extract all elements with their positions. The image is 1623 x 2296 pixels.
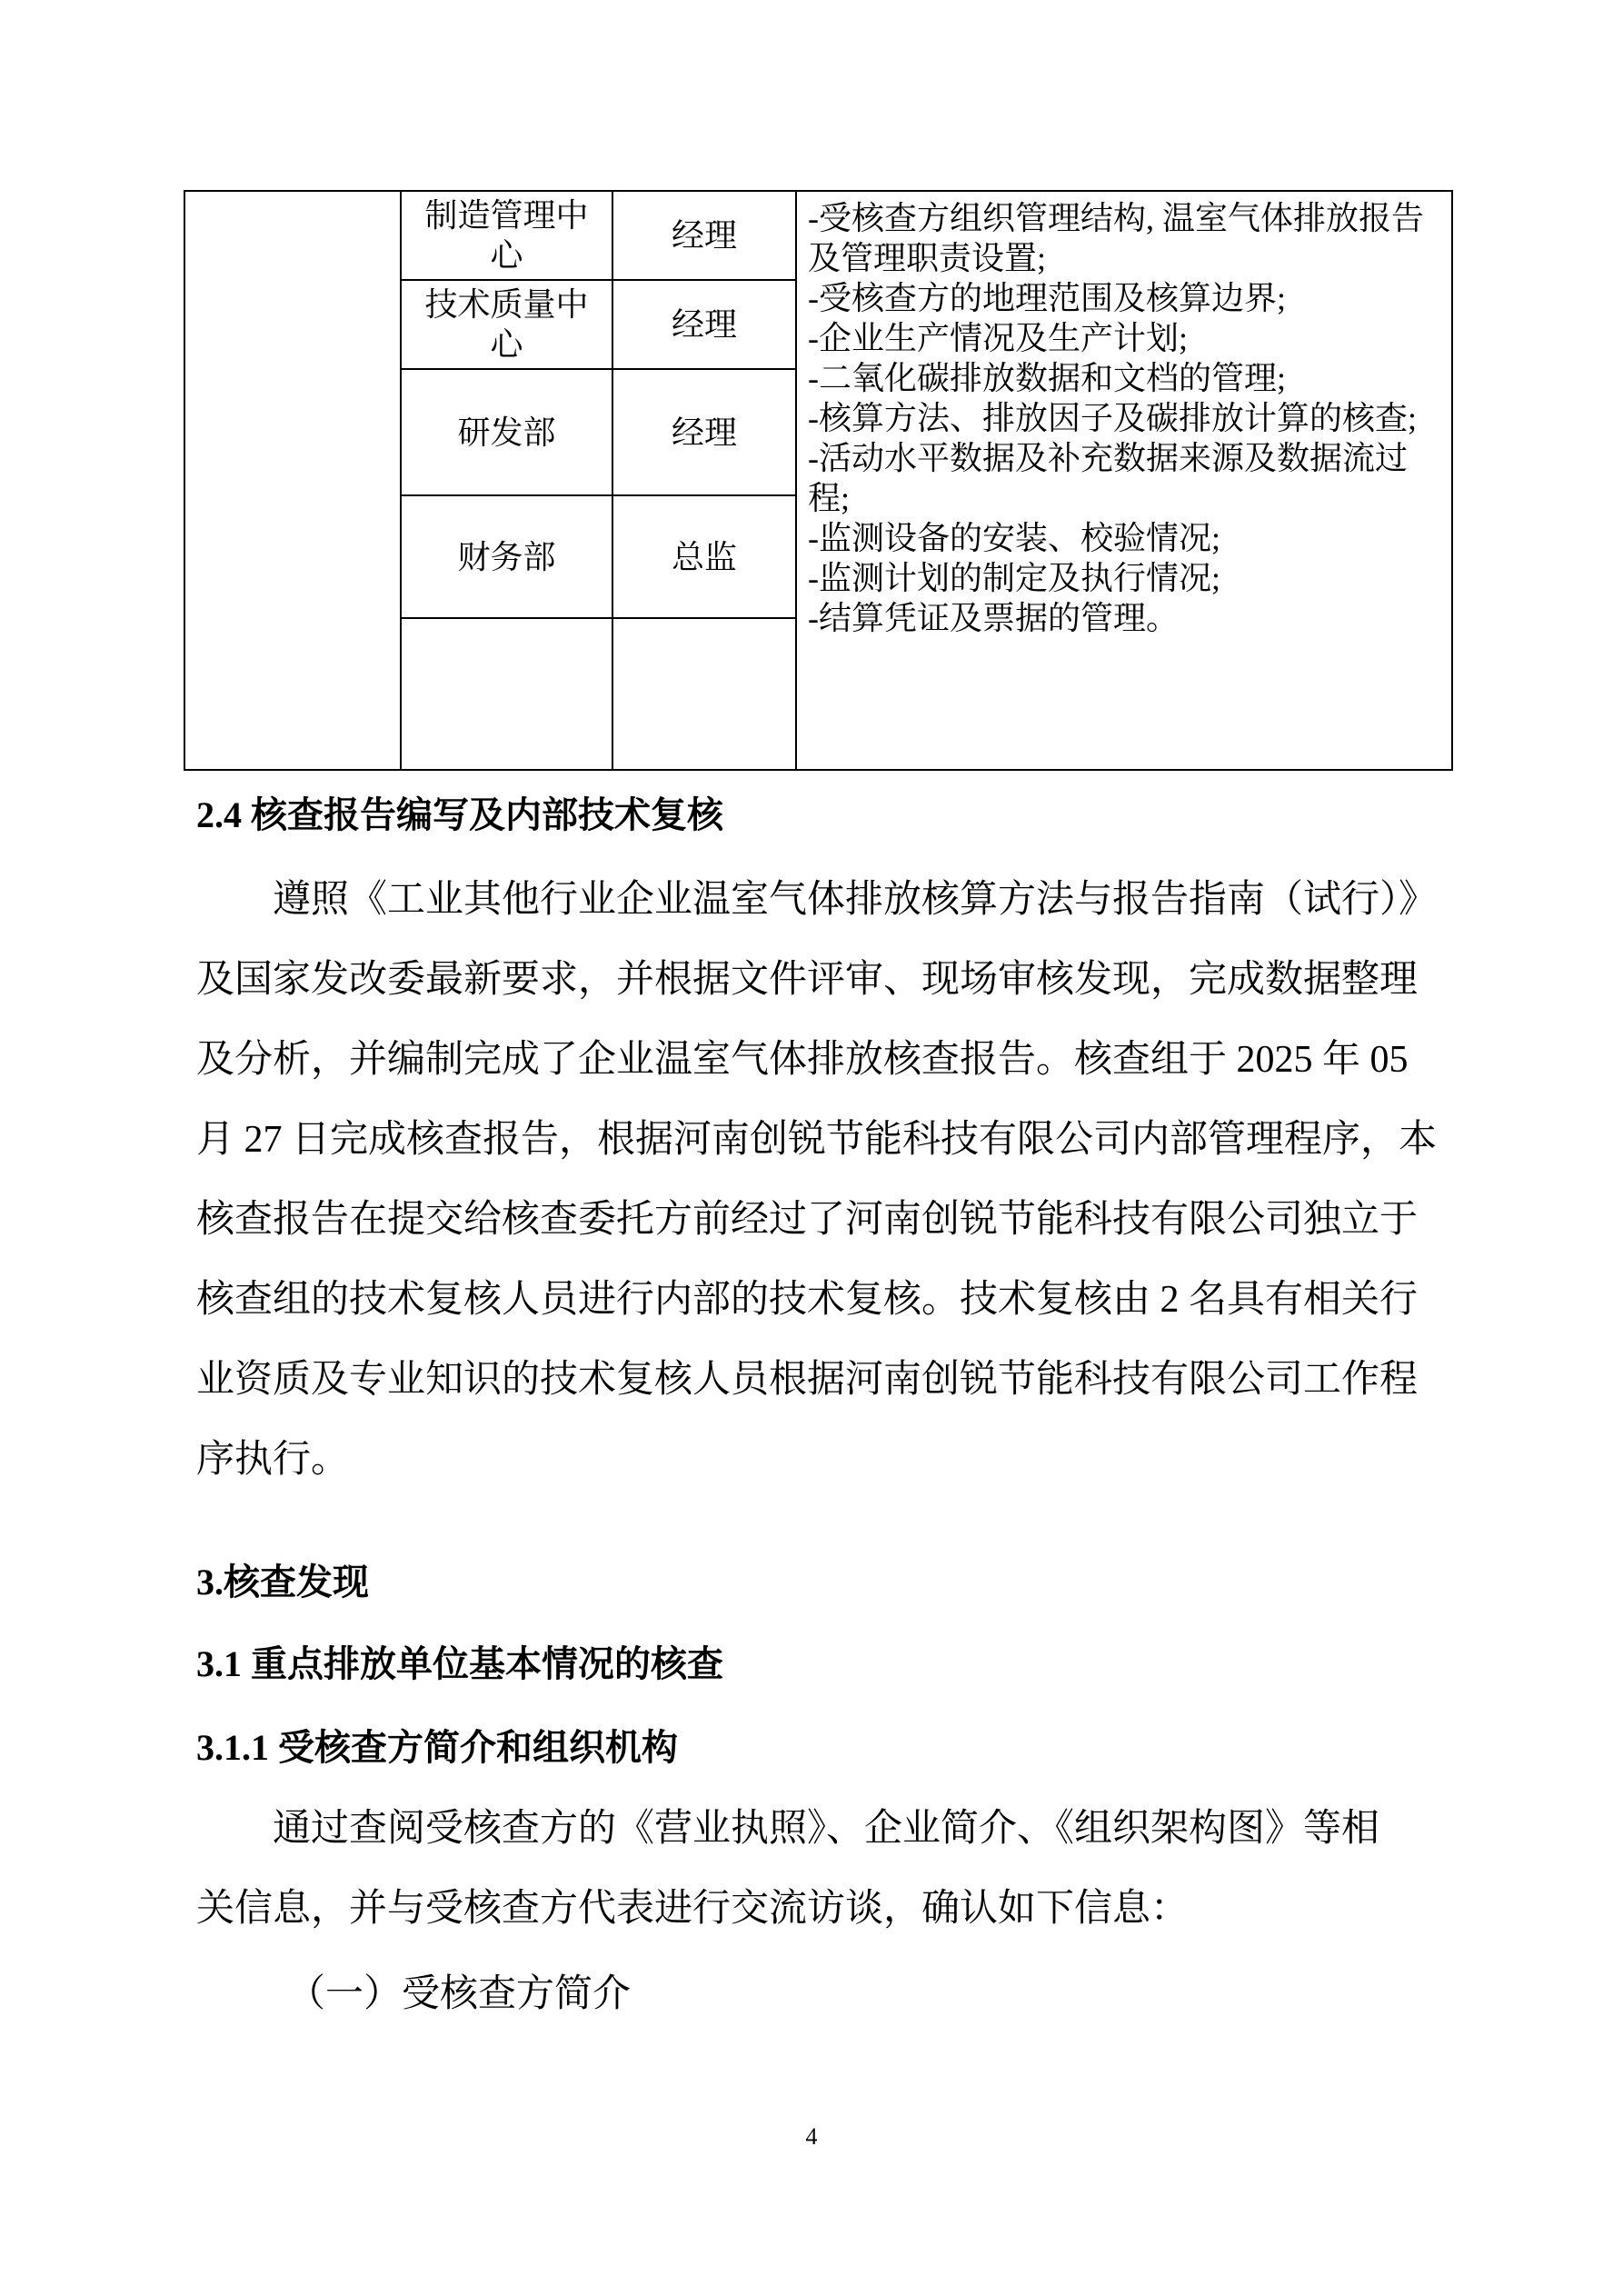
- table-cell-department: 研发部: [401, 369, 612, 495]
- scope-item: -结算凭证及票据的管理。: [808, 600, 1179, 636]
- table-cell-position: 总监: [612, 495, 796, 617]
- paragraph-line: 通过查阅受核查方的《营业执照》、企业简介、《组织架构图》等相: [273, 1808, 1380, 1850]
- scope-item: -受核查方的地理范围及核算边界;: [808, 280, 1286, 316]
- paragraph-line: 及国家发改委最新要求，并根据文件评审、现场审核发现，完成数据整理: [196, 959, 1419, 1001]
- scope-item: -监测计划的制定及执行情况;: [808, 560, 1220, 596]
- section-3-1-heading: 3.1 重点排放单位基本情况的核查: [196, 1643, 723, 1684]
- paragraph-line: 及分析，并编制完成了企业温室气体排放核查报告。核查组于 2025 年 05: [196, 1039, 1409, 1081]
- table-cell-department: 财务部: [401, 495, 612, 617]
- table-cell-department: [401, 618, 612, 770]
- scope-item: -企业生产情况及生产计划;: [808, 320, 1188, 356]
- paragraph-line: 核查报告在提交给核查委托方前经过了河南创锐节能科技有限公司独立于: [196, 1199, 1419, 1241]
- section-2-4-heading: 2.4 核查报告编写及内部技术复核: [196, 794, 723, 835]
- scope-item: -二氧化碳排放数据和文档的管理;: [808, 360, 1286, 396]
- section-2-4-paragraph: [196, 860, 1437, 1500]
- page-number: 4: [805, 2123, 818, 2150]
- table-row: [184, 191, 1452, 280]
- table-cell-scope-list: [796, 191, 1452, 770]
- table-cell-position: 经理: [612, 191, 796, 280]
- scope-item: -受核查方组织管理结构, 温室气体排放报告及管理职责设置;: [808, 200, 1424, 276]
- table-cell-department: 技术质量中心: [401, 280, 612, 369]
- section-3-1-1-heading: 3.1.1 受核查方简介和组织机构: [196, 1727, 678, 1768]
- table-cell-position: 经理: [612, 369, 796, 495]
- scope-item: -核算方法、排放因子及碳排放计算的核查;: [808, 400, 1417, 436]
- paragraph-line: 序执行。: [196, 1439, 350, 1481]
- interview-table: [184, 190, 1453, 771]
- table-cell-position: 经理: [612, 280, 796, 369]
- table-cell-department: 制造管理中心: [401, 191, 612, 280]
- paragraph-line: 业资质及专业知识的技术复核人员根据河南创锐节能科技有限公司工作程: [196, 1359, 1419, 1401]
- paragraph-line: 月 27 日完成核查报告，根据河南创锐节能科技有限公司内部管理程序，本: [196, 1119, 1438, 1161]
- table-cell-empty: [184, 191, 401, 770]
- paragraph-line: 遵照《工业其他行业企业温室气体排放核算方法与报告指南（试行）》: [273, 879, 1438, 921]
- table-cell-position: [612, 618, 796, 770]
- section-3-heading: 3.核查发现: [196, 1562, 369, 1602]
- subsection-item-label: （一）受核查方简介: [287, 1973, 632, 2015]
- section-3-1-1-paragraph: [196, 1789, 1379, 1949]
- paragraph-line: 关信息，并与受核查方代表进行交流访谈，确认如下信息：: [196, 1888, 1190, 1930]
- paragraph-line: 核查组的技术复核人员进行内部的技术复核。技术复核由 2 名具有相关行: [196, 1279, 1419, 1321]
- scope-item: -活动水平数据及补充数据来源及数据流过程;: [808, 440, 1408, 516]
- scope-item: -监测设备的安装、校验情况;: [808, 520, 1220, 556]
